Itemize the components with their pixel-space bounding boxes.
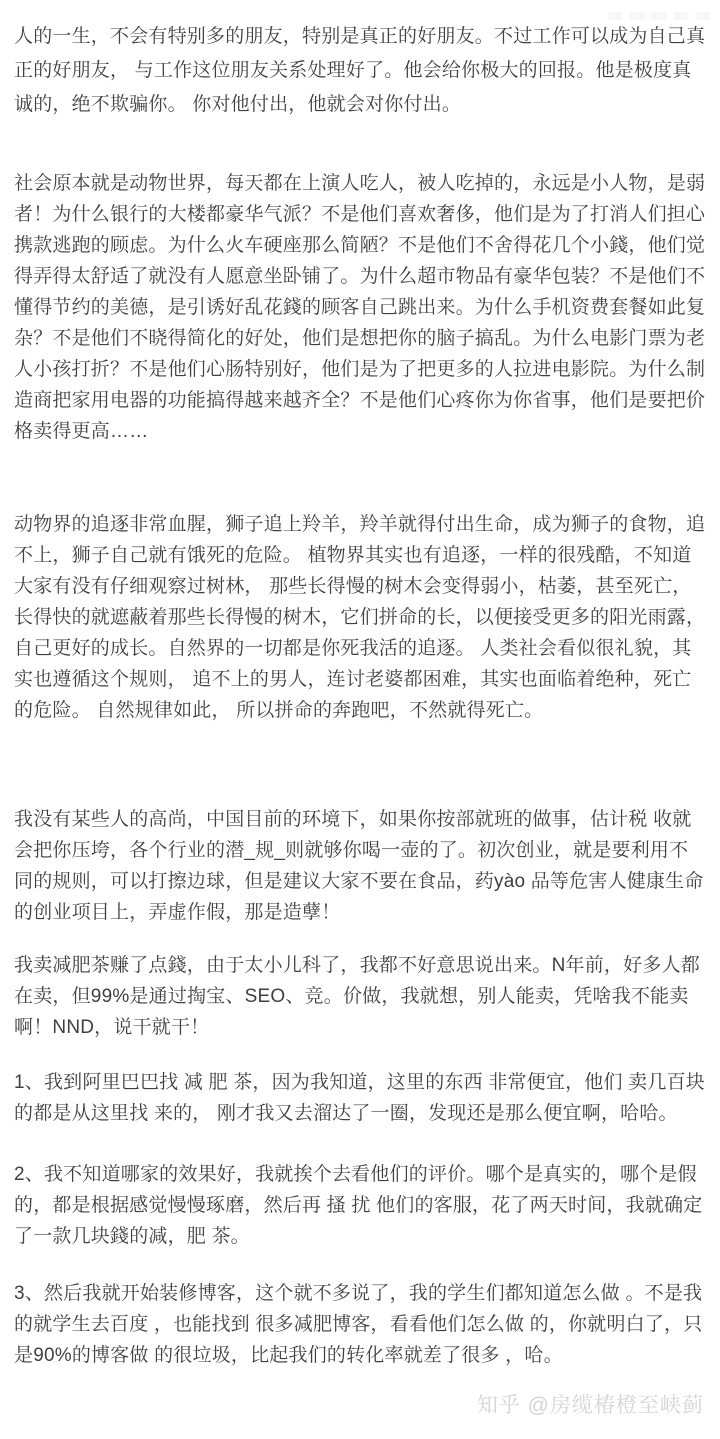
zhihu-watermark: 知乎 @房缆椿橙至峡蓟	[476, 1394, 704, 1417]
paragraph-chase: 动物界的追逐非常血腥，狮子追上羚羊，羚羊就得付出生命，成为狮子的食物，追不上，狮子自己就有饿死的危险。 植物界其实也有追逐，一样的很残酷，不知道大家有没有仔细观察过树林， 那些长得慢的树木会变得弱小，枯萎，甚至死亡，长得快的就遮蔽着那些长得慢的树木，它们拼命的长，以便接受更多的阳光雨露，自己更好的成长。自然界的一切都是你死我活的追逐。 人类社会看似很礼貌，其实也遵循这个规则， 追不上的男人，连讨老婆都困难，其实也面临着绝种，死亡的危险。 自然规律如此， 所以拼命的奔跑吧，不然就得死亡。	[14, 514, 706, 721]
top-edge-artifact	[608, 12, 712, 20]
list-item-1-alibaba: 1、我到阿里巴巴找 减 肥 茶，因为我知道，这里的东西 非常便宜，他们 卖几百块的都是从这里找 来的， 刚才我又去溜达了一圈，发现还是那么便宜啊，哈哈。	[14, 1072, 705, 1124]
paragraph-animal-world: 社会原本就是动物世界，每天都在上演人吃人，被人吃掉的，永远是小人物，是弱者！为什么银行的大楼都豪华气派？不是他们喜欢奢侈，他们是为了打消人们担心携款逃跑的顾虑。为什么火车硬座那么简陋？不是他们不舍得花几个小錢，他们觉得弄得太舒适了就没有人愿意坐卧铺了。为什么超市物品有豪华包装？不是他们不懂得节约的美德，是引诱好乱花錢的顾客自己跳出来。为什么手机资费套餐如此复杂？不是他们不晓得简化的好处，他们是想把你的脑子搞乱。为什么电影门票为老人小孩打折？不是他们心肠特别好，他们是为了把更多的人拉进电影院。为什么制造商把家用电器的功能搞得越来越齐全？不是他们心疼你为你省事，他们是要把价格卖得更高……	[14, 173, 706, 442]
paragraph-friendship: 人的一生，不会有特别多的朋友，特别是真正的好朋友。不过工作可以成为自己真正的好朋友， 与工作这位朋友关系处理好了。他会给你极大的回报。他是极度真诚的，绝不欺骗你。 你对他付出，他就会对你付出。	[14, 26, 706, 115]
list-item-3-blog: 3、然后我就开始装修博客，这个就不多说了，我的学生们都知道怎么做 。不是我的就学生去百度 ，也能找到 很多减肥博客，看看他们怎么做 的，你就明白了，只是90%的博客做 的很垃圾，比起我们的转化率就差了很多 ，哈。	[14, 1283, 703, 1366]
paragraph-rules: 我没有某些人的高尚，中国目前的环境下，如果你按部就班的做事，估计税 收就会把你压垮，各个行业的潜_规_则就够你喝一壶的了。初次创业，就是要利用不同的规则，可以打擦边球，但是建议大家不要在食品，药yào 品等危害人健康生命的创业项目上，弄虚作假，那是造孽！	[14, 809, 704, 923]
list-item-2-reviews: 2、我不知道哪家的效果好，我就挨个去看他们的评价。哪个是真实的，哪个是假的，都是根据感觉慢慢琢磨，然后再 搔 扰 他们的客服，花了两天时间，我就确定了一款几块錢的减，肥 茶。	[14, 1164, 703, 1247]
paragraph-tea-intro: 我卖减肥茶赚了点錢，由于太小儿科了，我都不好意思说出来。N年前，好多人都在卖，但99%是通过掏宝、SEO、竞。价做，我就想，别人能卖，凭啥我不能卖啊！NND，说干就干！	[14, 955, 700, 1038]
